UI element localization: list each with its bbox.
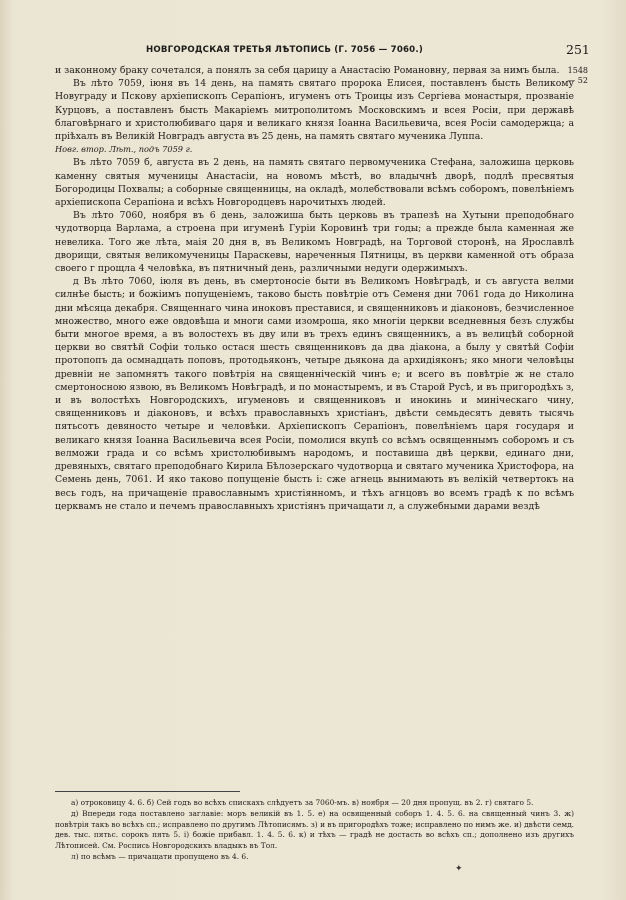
margin-year-note: 1548 — 52 [567,66,588,85]
source-note: Новг. втор. Лѣт., подъ 7059 г. [55,144,193,155]
footnote-line: л) по всѣмъ — причащати пропущено въ 4. 6. [71,851,249,861]
footnote-line: д) Впереди года поставлено заглавiе: моръ великiй въ 1. 5. е) на освященный соборъ 1. 4. 5. 6. на священный чинъ 3. ж) повѣтрiя такъ во всѣхъ сп.; исправлено по другимъ Лѣтописямъ. з) и въ пригородѣхъ тоже; исправлено по нимъ же. и) двѣсти семд. дев. тыс. пятьс. сорокъ пять 5. i) божiе прибавл. 1. 4. 5. 6. к) и тѣхъ — градѣ не достасть во всѣхъ сп.; дополнено изъ другихъ Лѣтописей. См. Роспись Новгородскихъ владыкъ въ Тол. [55,808,574,851]
paragraph-7060-july: д Въ лѣто 7060, iюля въ день, въ смертоносiе быти въ Великомъ Новѣградѣ, и съ августа велми силнѣе бысть; и божiимъ попущенiемъ, таково бысть повѣтрiе отъ Семеня дни 7061 года до Николина дни мѣсяца декабря. Священнаго чина иноковъ преставися, и священниковъ и дiаконовъ, безчисленное множество, много еже овдовѣша и многи сами изомроша, яко многiи церкви вседневныя безъ службы быти многое время, а въ волостехъ въ дву или въ трехъ единъ священникъ, а въ велицѣй соборной церкви во святѣй Софiи только остася шесть священниковъ да два дiакона, а былу у святѣй Софiи протопопъ да осмнадцать поповъ, протодьяконъ, четыре дьякона да архидiяконъ; яко многи человѣцы древнiи не запомнятъ такого повѣтрiя на священнiческiй чинъ е; и всего въ повѣтрiе ж не стало смертоносною язвою, въ Великомъ Новѣградѣ, и по монастыремъ, и въ Старой Русѣ, и въ пригородѣхъ з, и въ волостѣхъ Новгородскихъ, игуменовъ и священниковъ и инокинь и минiческаго чину, священниковъ и дiаконовъ, и всѣхъ православныхъ христiанъ, двѣсти семьдесятъ девять тысячь пятьсотъ девяносто четыре и человѣки. Архiепископъ Серапiонъ, повелѣнiемъ царя государя и великаго князя Iоанна Васильевича всея Росiи, помолися вкупѣ со всѣмъ освященнымъ соборомъ и съ велможи града и со всѣмъ христолюбивымъ народомъ, и поставиша двѣ церкви, единаго дни, древяныхъ, святаго преподобнаго Кирила Бѣлозерскаго чудотворца и святаго мученика Христофора, на Семень день, 7061. И яко таково попущенiе бысть i: сже агнець вынимають въ велiкiй четвертокъ на весь годъ, на причащенiе православнымъ христiянномъ, и тѣхъ агнцовъ во всемъ градѣ к по всѣмъ церквамъ не стало и печемъ православныхъ христiянъ причащати л, а служебными дарами вездѣ [55,276,574,512]
paragraph-7060-november: Въ лѣто 7060, ноября въ 6 день, заложиша быть церковь въ трапезѣ на Хутыни преподобнаго чудотворца Варлама, а строена при игуменѣ Гурiи Коровинѣ три годы; а прежде была каменная же невелика. Того же лѣта, маiя 20 дня в, въ Великомъ Новградѣ, на Торговой сторонѣ, на Ярославлѣ дворищи, святыя великомученицы Параскевы, нареченныя Пятницы, въ церкви каменной отъ образа своего г прощла 4 человѣка, въ пятничный день, различными недуги одержимыхъ. [55,210,574,275]
footnotes [55,798,574,863]
paragraph-7059-june: Въ лѣто 7059, iюня въ 14 день, на память святаго пророка Елисея, поставленъ бысть Великому Новуграду и Пскову архiепископъ Серапiонъ, игуменъ отъ Троицы изъ Сергiева монастыря, прозванiе Курцовъ, а поставленъ бысть Макарiемъ митрополитомъ Московскимъ и всея Росiи, при державѣ благовѣрнаго и христолюбиваго царя и великаго князя Iоанна Васильевича, всея Росiи самодержца; а прiѣхалъ въ Великiй Новградъ августа въ 25 день, на память святаго мученика Луппа. [55,78,574,143]
printer-mark-icon: ✦ [455,864,463,874]
page-number: 251 [566,42,590,57]
page-header [0,41,626,61]
paragraph-continuation: и законному браку сочетался, а понялъ за себя царицу а Анастасiю Романовну, первая за нимъ была. [55,65,560,76]
main-text [55,64,574,513]
footnote-rule [55,791,240,792]
paragraph-7059-august: Въ лѣто 7059 б, августа въ 2 день, на память святаго первомученика Стефана, заложиша церковь каменну святыя мученицы Анастасiи, на новомъ мѣстѣ, во владычнѣ дворѣ, подлѣ пресвятыя Богородицы Похвалы; а соборные священницы, на окладѣ, молебствовали всѣмъ соборомъ, повелѣнiемъ архiепископа Серапiона и всѣхъ Новгородцевъ нарочитыхъ людей. [55,157,574,209]
footnote-line: а) отроковицу 4. 6. б) Сей годъ во всѣхъ спискахъ слѣдуетъ за 7060-мъ. в) ноября — 20 дня пропущ. въ 2. г) святаго 5. [71,798,534,807]
running-head: НОВГОРОДСКАЯ ТРЕТЬЯ ЛѢТОПИСЬ (Г. 7056 — 7060.) [146,45,423,55]
